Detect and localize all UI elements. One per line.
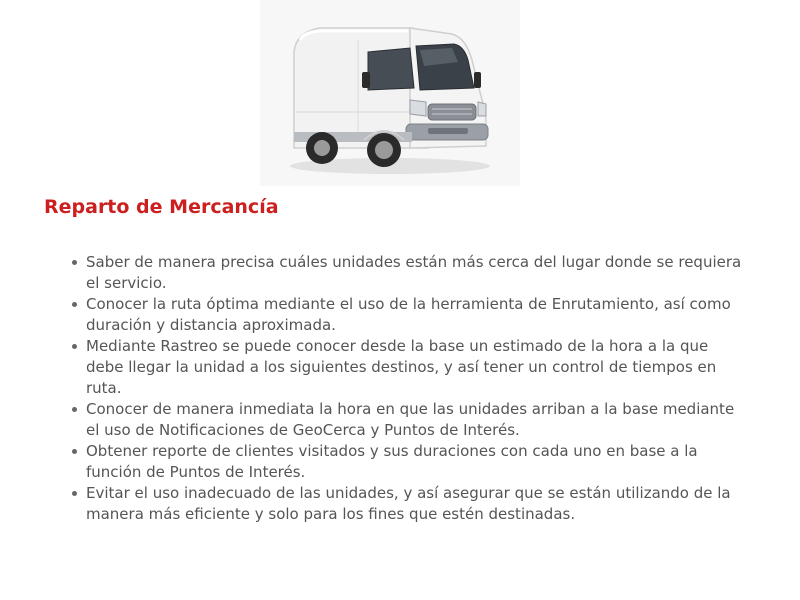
- list-item: Conocer la ruta óptima mediante el uso de la herramienta de Enrutamiento, así como duración y distancia aproximada.: [64, 294, 744, 336]
- list-item: Conocer de manera inmediata la hora en que las unidades arriban a la base mediante el uso de Notificaciones de GeoCerca y Puntos de Interés.: [64, 399, 744, 441]
- van-image: [260, 0, 520, 186]
- list-item: Evitar el uso inadecuado de las unidades, y así asegurar que se están utilizando de la manera más eficiente y solo para los fines que estén destinadas.: [64, 483, 744, 525]
- list-item: Obtener reporte de clientes visitados y sus duraciones con cada uno en base a la función de Puntos de Interés.: [64, 441, 744, 483]
- section-title: Reparto de Mercancía: [44, 196, 279, 218]
- list-item: Mediante Rastreo se puede conocer desde la base un estimado de la hora a la que debe llegar la unidad a los siguientes destinos, y así tener un control de tiempos en ruta.: [64, 336, 744, 399]
- van-illustration: [260, 0, 520, 186]
- list-item: Saber de manera precisa cuáles unidades están más cerca del lugar donde se requiera el servicio.: [64, 252, 744, 294]
- feature-list: [64, 252, 744, 525]
